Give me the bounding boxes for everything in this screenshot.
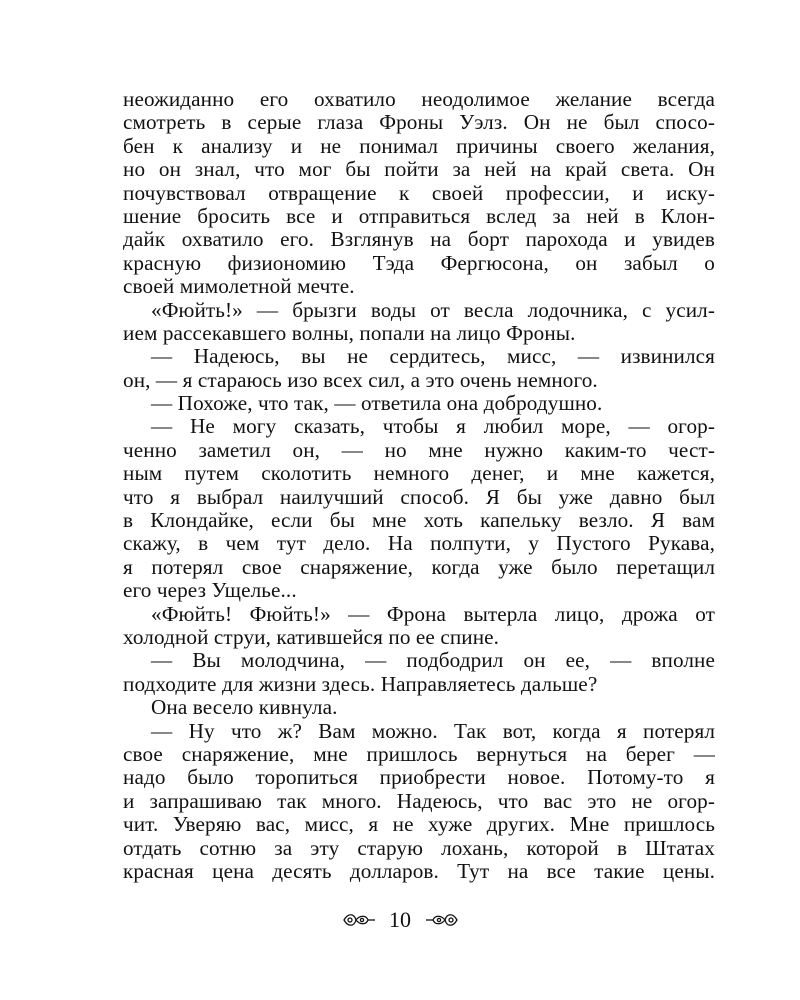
page-number: 10: [389, 906, 411, 932]
text-line: — Вы молодчина, — подбодрил он ее, — вполне: [151, 648, 715, 673]
text-line: чит. Уверяю вас, мисс, я не хуже других. Мне пришлось: [123, 812, 715, 837]
text-line: неожиданно его охватило неодолимое желание всегда: [123, 87, 715, 111]
text-line: отдать сотню за эту старую лохань, которой в Штатах: [123, 835, 715, 860]
text-line: ием рассекавшего волны, попали на лицо Фроны.: [123, 320, 576, 345]
text-line: что я выбрал наилучший способ. Я бы уже давно был: [123, 484, 715, 509]
text-line: Она весело кивнула.: [151, 695, 338, 720]
text-line: но он знал, что мог бы пойти за ней на край света. Он: [123, 157, 715, 182]
text-line: — Ну что ж? Вам можно. Так вот, когда я потерял: [151, 718, 715, 743]
text-line: «Фюйть!» — брызги воды от весла лодочника, с усил-: [151, 297, 715, 322]
text-line: смотреть в серые глаза Фроны Уэлз. Он не был спосо-: [123, 110, 715, 135]
text-line: в Клондайке, если бы мне хоть капельку везло. Я вам: [123, 508, 715, 533]
text-line: скажу, в чем тут дело. На полпути, у Пустого Рукава,: [123, 531, 715, 556]
text-line: холодной струи, катившейся по ее спине.: [123, 624, 500, 649]
text-line: «Фюйть! Фюйть!» — Фрона вытерла лицо, дрожа от: [151, 601, 715, 626]
ornament-right-icon: [425, 911, 459, 929]
text-line: шение бросить все и отправиться вслед за ней в Клон-: [123, 203, 715, 228]
text-line: — Похоже, что так, — ответила она добродушно.: [151, 391, 603, 416]
page-body: [123, 88, 715, 883]
text-line: и запрашиваю так много. Надеюсь, что вас это не огор-: [123, 788, 715, 813]
ornament-left-icon: [342, 911, 376, 929]
text-line: — Не могу сказать, чтобы я любил море, — огор-: [151, 414, 715, 439]
text-line: почувствовал отвращение к своей профессии, и иску-: [123, 180, 715, 205]
text-line: — Надеюсь, вы не сердитесь, мисс, — извинился: [151, 344, 715, 369]
text-line: он, — я стараюсь изо всех сил, а это очень немного.: [123, 367, 598, 392]
text-line: свое снаряжение, мне пришлось вернуться на берег —: [123, 741, 715, 766]
text-line: своей мимолетной мечте.: [123, 274, 355, 299]
text-line: ченно заметил он, — но мне нужно каким-то чест-: [123, 437, 715, 462]
text-line: ным путем сколотить немного денег, и мне кажется,: [123, 461, 715, 486]
text-line: подходите для жизни здесь. Направляетесь дальше?: [123, 671, 598, 696]
text-line: я потерял свое снаряжение, когда уже было перетащил: [123, 554, 715, 579]
text-line: красную физиономию Тэда Фергюсона, он забыл о: [123, 250, 715, 275]
text-line: красная цена десять долларов. Тут на все такие цены.: [123, 858, 715, 883]
text-line: бен к анализу и не понимал причины своего желания,: [123, 133, 715, 158]
text-line: его через Ущелье...: [123, 578, 297, 603]
page-footer: [0, 905, 800, 933]
text-line: надо было торопиться приобрести новое. Потому-то я: [123, 765, 715, 790]
text-line: дайк охватило его. Взглянув на борт парохода и увидев: [123, 227, 715, 252]
